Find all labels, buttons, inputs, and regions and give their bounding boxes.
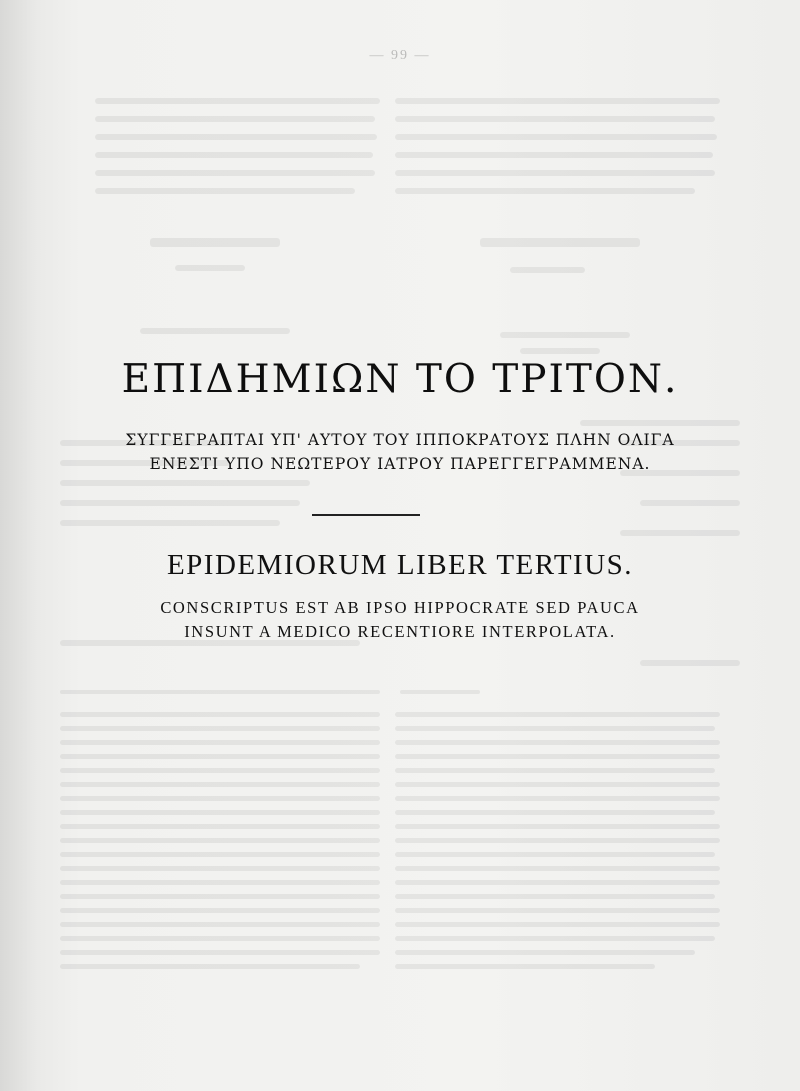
greek-subtitle-line-2: ΕΝΕΣΤΙ ΥΠΟ ΝΕΩΤΕΡΟΥ ΙΑΤΡΟΥ ΠΑΡΕΓΓΕΓΡΑΜΜΕΝΑ. xyxy=(149,455,651,473)
latin-title: EPIDEMIORUM LIBER TERTIUS. xyxy=(166,549,634,581)
latin-subtitle xyxy=(40,596,760,644)
greek-subtitle xyxy=(40,428,760,476)
greek-subtitle-line-1: ΣΥΓΓΕΓΡΑΠΤΑΙ ΥΠ' ΑΥΤΟΥ ΤΟΥ ΙΠΠΟΚΡΑΤΟΥΣ ΠΛΗΝ ΟΛΙΓΑ xyxy=(125,431,675,449)
section-divider xyxy=(312,514,420,516)
page-gutter-shadow xyxy=(0,0,38,1091)
bleed-through-page-number: — 99 — xyxy=(369,48,431,63)
latin-subtitle-line-2: INSUNT A MEDICO RECENTIORE INTERPOLATA. xyxy=(184,622,616,641)
latin-subtitle-line-1: CONSCRIPTUS EST AB IPSO HIPPOCRATE SED PAUCA xyxy=(160,598,640,617)
greek-title: ΕΠΙΔΗΜΙΩΝ ΤΟ ΤΡΙΤΟΝ. xyxy=(121,357,679,402)
